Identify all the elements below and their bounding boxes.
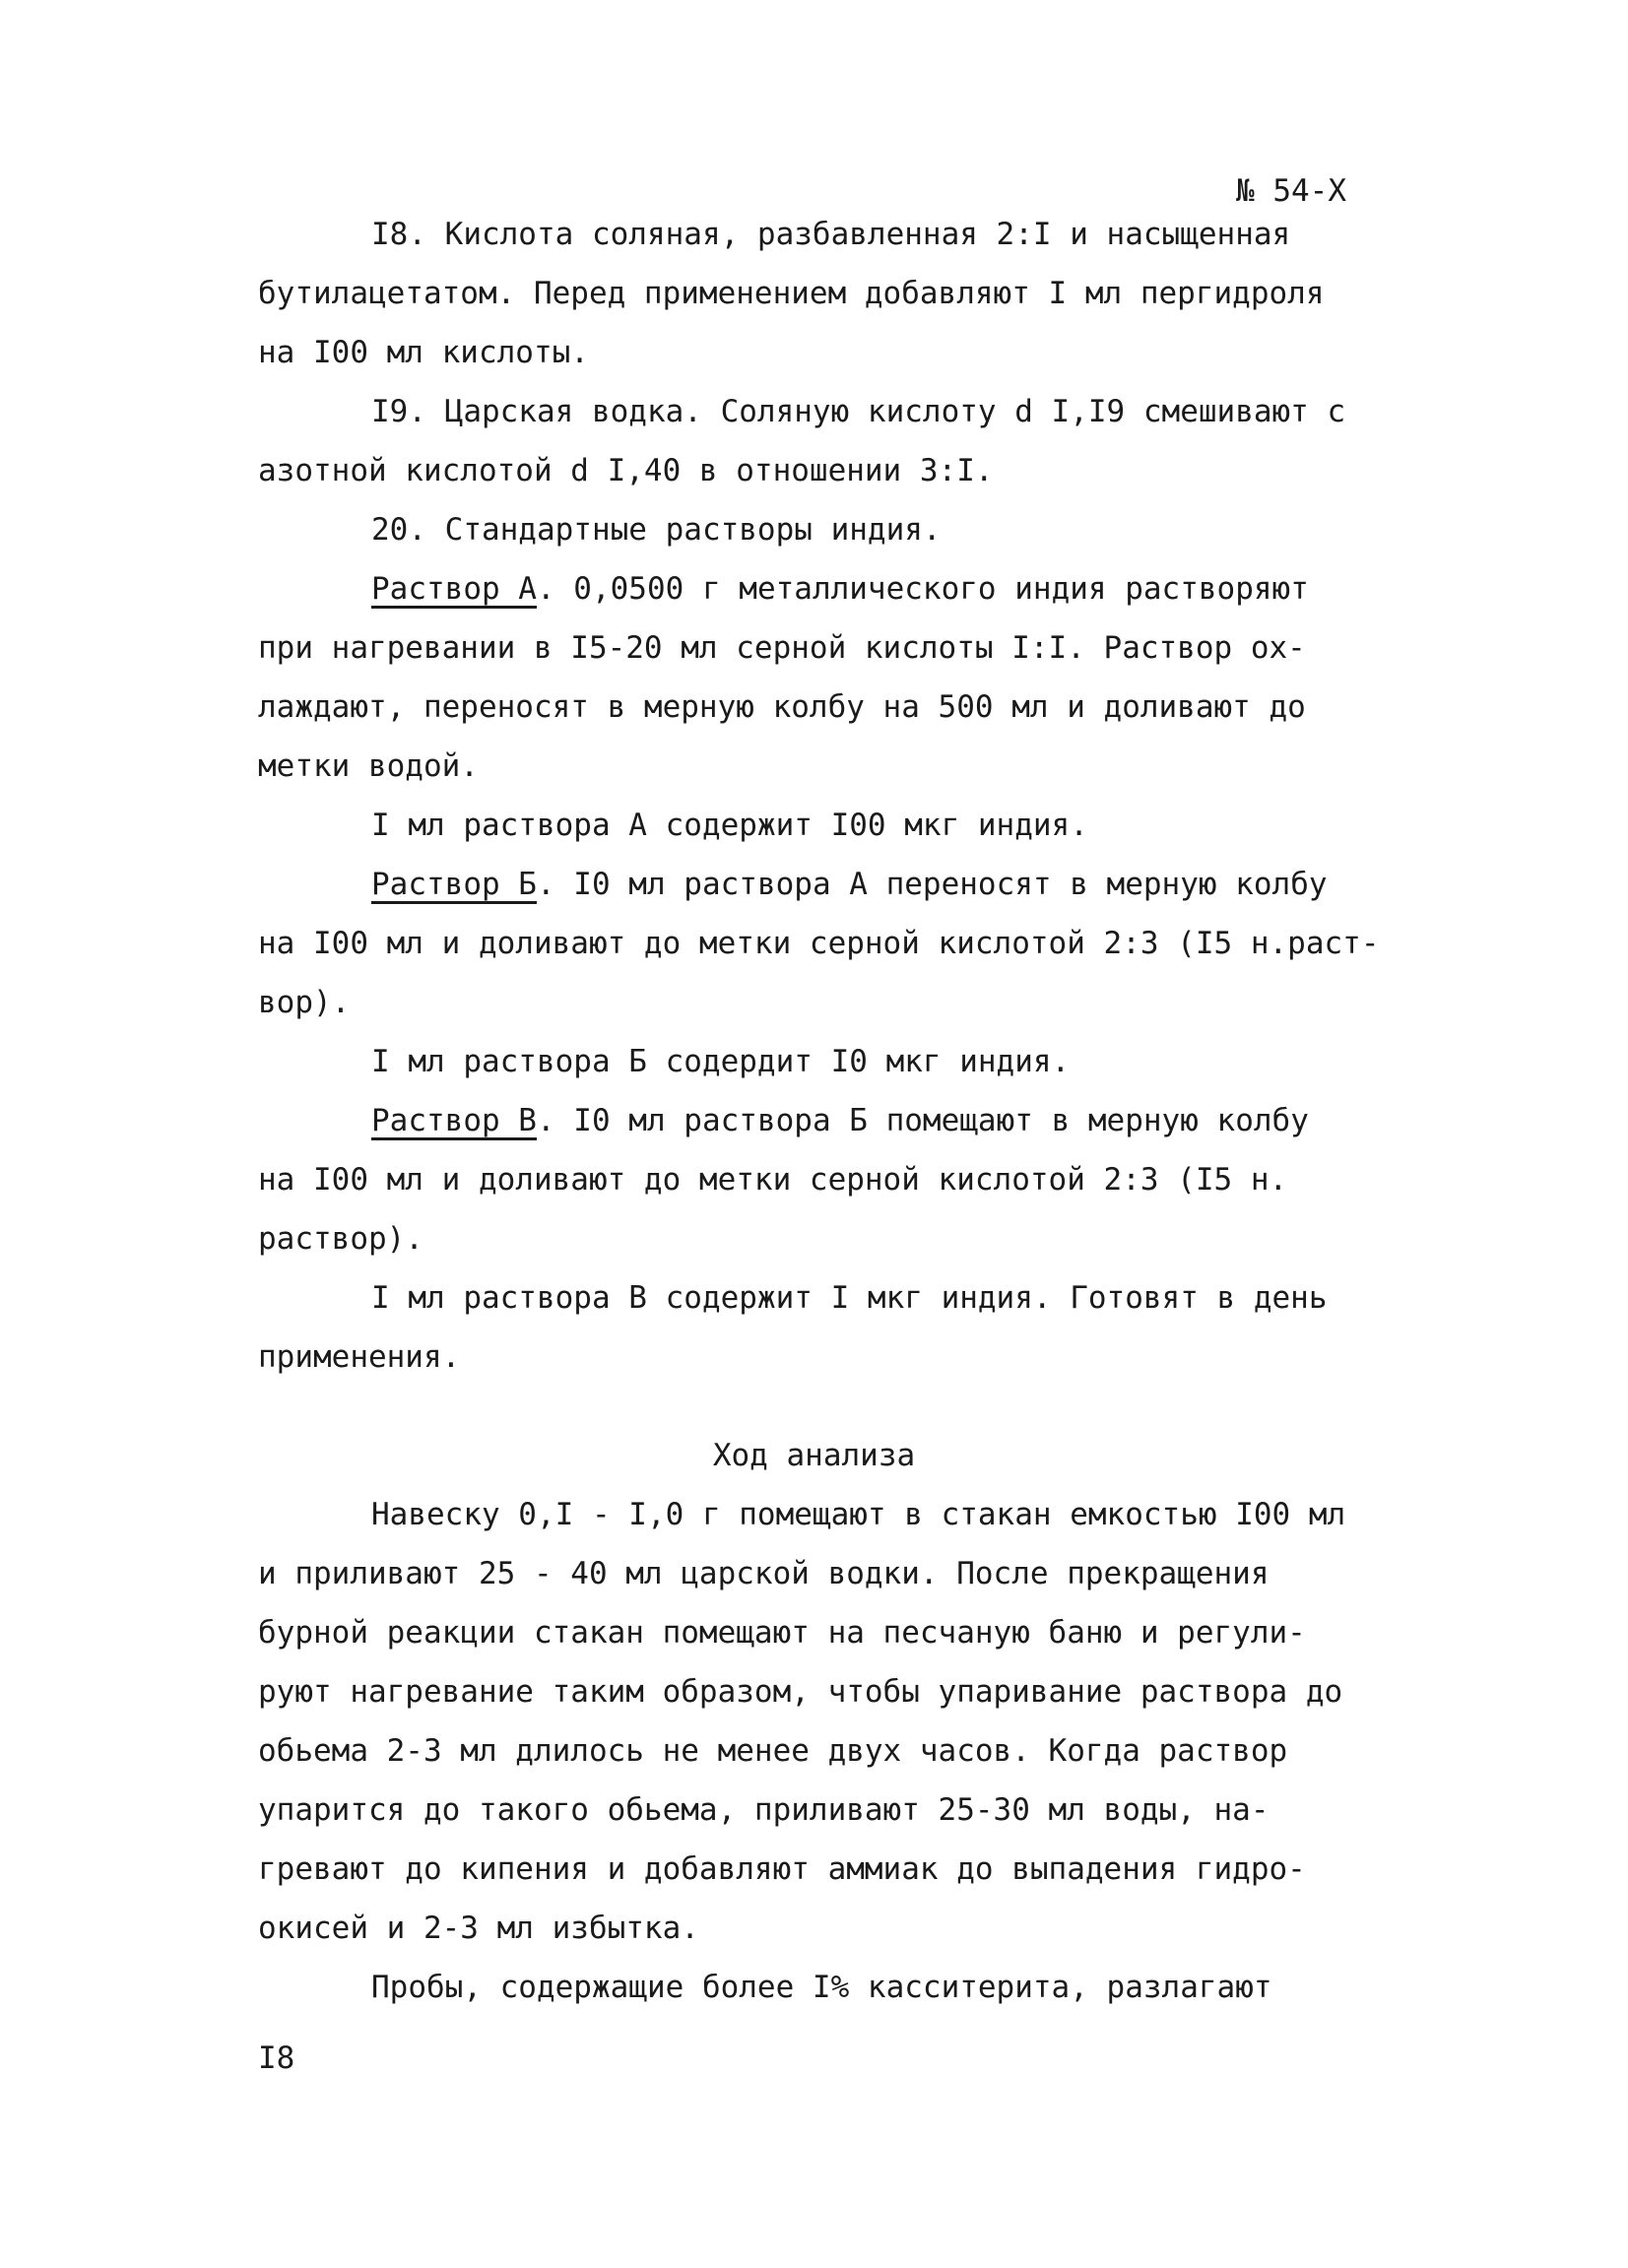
text-block-reagents [258, 205, 1415, 1387]
text-line [258, 1485, 1415, 1544]
text-line [258, 796, 1415, 855]
text-line [258, 1032, 1415, 1091]
line-text: на I00 мл кислоты. [258, 335, 589, 370]
text-line [258, 678, 1415, 737]
line-text: 20. Стандартные растворы индия. [371, 512, 942, 548]
section-heading: Ход анализа [712, 1438, 916, 1473]
text-line [258, 500, 1415, 559]
line-text: окисей и 2-3 мл избытка. [258, 1911, 699, 1946]
text-line [258, 1662, 1415, 1721]
line-text: . 0,0500 г металлического индия растворяют [536, 571, 1309, 607]
text-line [258, 1328, 1415, 1387]
text-line [258, 1840, 1415, 1899]
line-text: . I0 мл раствора А переносят в мерную колбу [536, 867, 1328, 902]
text-line [258, 737, 1415, 796]
line-text: I9. Царская водка. Соляную кислоту d I,I9 смешивают с [371, 394, 1346, 429]
text-line [258, 1603, 1415, 1662]
text-block-analysis [258, 1485, 1415, 2017]
text-line [258, 1150, 1415, 1209]
text-line [258, 914, 1415, 973]
text-line [258, 855, 1415, 914]
line-text: упарится до такого обьема, приливают 25-30 мл воды, на- [258, 1792, 1270, 1828]
line-text: азотной кислотой d I,40 в отношении 3:I. [258, 453, 994, 488]
text-line [258, 1544, 1415, 1603]
line-text: и приливают 25 - 40 мл царской водки. После прекращения [258, 1556, 1270, 1591]
text-line [258, 1268, 1415, 1328]
text-line [258, 618, 1415, 678]
line-text: Навеску 0,I - I,0 г помещают в стакан емкостью I00 мл [371, 1497, 1346, 1532]
line-text: бутилацетатом. Перед применением добавляют I мл пергидроля [258, 276, 1325, 311]
line-text: . I0 мл раствора Б помещают в мерную колбу [536, 1103, 1309, 1138]
line-text: метки водой. [258, 748, 479, 784]
text-line [258, 1209, 1415, 1268]
text-line [258, 1899, 1415, 1958]
line-text: на I00 мл и доливают до метки серной кислотой 2:3 (I5 н. [258, 1162, 1288, 1198]
line-text: обьема 2-3 мл длилось не менее двух часов. Когда раствор [258, 1733, 1288, 1769]
line-text: бурной реакции стакан помещают на песчаную баню и регули- [258, 1615, 1306, 1651]
text-line [258, 323, 1415, 382]
underlined-label: Раствор А [371, 571, 537, 607]
line-text: I8. Кислота соляная, разбавленная 2:I и насыщенная [371, 217, 1291, 252]
line-text: гревают до кипения и добавляют аммиак до выпадения гидро- [258, 1851, 1306, 1887]
line-text: при нагревании в I5-20 мл серной кислоты I:I. Раствор ох- [258, 630, 1306, 666]
underlined-label: Раствор В [371, 1103, 537, 1138]
text-line [258, 205, 1415, 264]
line-text: вор). [258, 985, 351, 1020]
text-line [258, 382, 1415, 441]
text-line [258, 1721, 1415, 1781]
page-number: I8 [258, 2041, 295, 2076]
document-number: № 54-X [1236, 173, 1346, 209]
line-text: I мл раствора Б содердит I0 мкг индия. [371, 1044, 1071, 1079]
underlined-label: Раствор Б [371, 867, 537, 902]
line-text: руют нагревание таким образом, чтобы упаривание раствора до [258, 1674, 1343, 1710]
line-text: I мл раствора А содержит I00 мкг индия. [371, 808, 1088, 843]
line-text: I мл раствора В содержит I мкг индия. Готовят в день [371, 1280, 1328, 1316]
line-text: Пробы, содержащие более I% касситерита, разлагают [371, 1970, 1272, 2005]
text-line [258, 559, 1415, 618]
line-text: применения. [258, 1339, 461, 1375]
text-line [258, 264, 1415, 323]
line-text: лаждают, переносят в мерную колбу на 500 мл и доливают до [258, 689, 1306, 725]
line-text: раствор). [258, 1221, 423, 1257]
line-text: на I00 мл и доливают до метки серной кислотой 2:3 (I5 н.раст- [258, 926, 1380, 961]
text-line [258, 441, 1415, 500]
text-line [258, 1781, 1415, 1840]
text-line [258, 1091, 1415, 1150]
text-line [258, 973, 1415, 1032]
text-line [258, 1958, 1415, 2017]
